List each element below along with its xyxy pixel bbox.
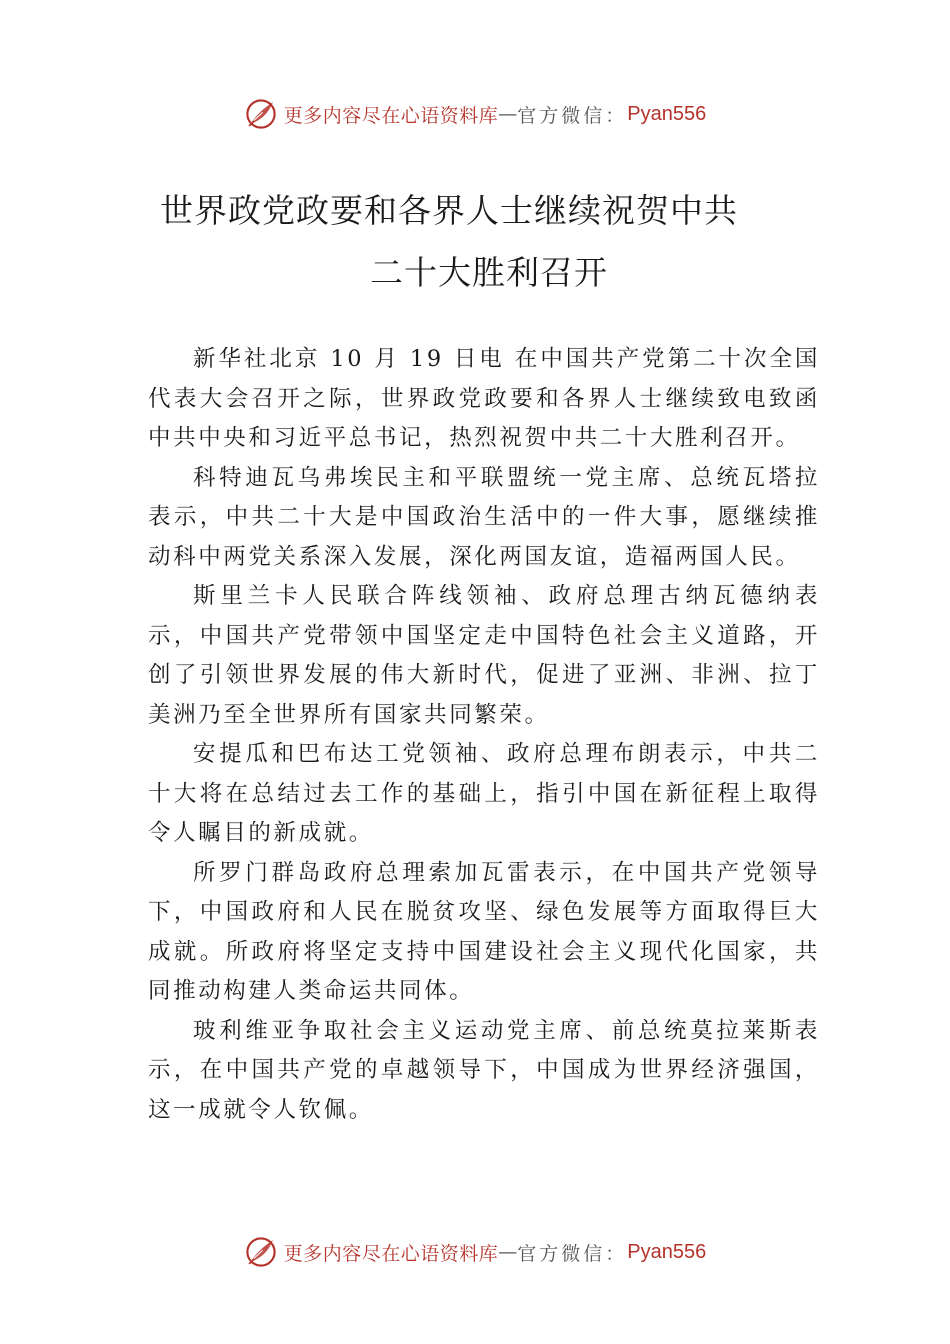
paragraph: 玻利维亚争取社会主义运动党主席、前总统莫拉莱斯表示，在中国共产党的卓越领导下，中国成为世界经济强国， 这一成就令人钦佩。	[148, 1017, 820, 1123]
paragraph: 安提瓜和巴布达工党领袖、政府总理布朗表示，中共二十大将在总结过去工作的基础上，指引中国在新征程上取得令人瞩目的新成就。	[148, 741, 820, 846]
banner-wechat-label: 官方微信：	[517, 104, 628, 127]
banner-text: 更多内容尽在心语资料库	[283, 104, 499, 127]
paragraph: 新华社北京 10 月 19 日电 在中国共产党第二十次全国代表大会召开之际，世界政党政要和各界人士继续致电致函中共中央和习近平总书记，热烈祝贺中共二十大胜利召开。	[148, 346, 820, 451]
quill-pen-logo-icon	[244, 1235, 278, 1269]
quill-pen-logo-icon	[244, 97, 278, 131]
banner-wechat-id: Pyan556	[627, 102, 707, 125]
document-title	[0, 180, 950, 304]
banner-text: 更多内容尽在心语资料库	[283, 1242, 499, 1265]
title-line-1: 世界政党政要和各界人士继续祝贺中共	[160, 191, 738, 230]
paragraph: 斯里兰卡人民联合阵线领袖、政府总理古纳瓦德纳表示，中国共产党带领中国坚定走中国特色社会主义道路，开创了引领世界发展的伟大新时代，促进了亚洲、非洲、拉丁美洲乃至全世界所有国家共同繁荣。	[148, 583, 820, 728]
banner-wechat-id: Pyan556	[627, 1240, 707, 1263]
paragraph: 科特迪瓦乌弗埃民主和平联盟统一党主席、总统瓦塔拉表示，中共二十大是中国政治生活中的一件大事，愿继续推动科中两党关系深入发展，深化两国友谊，造福两国人民。	[148, 464, 820, 570]
title-line-2: 二十大胜利召开	[370, 253, 608, 292]
banner-separator: —	[498, 1241, 518, 1263]
paragraph: 所罗门群岛政府总理索加瓦雷表示，在中国共产党领导下，中国政府和人民在脱贫攻坚、绿色发展等方面取得巨大成就。所政府将坚定支持中国建设社会主义现代化国家，共同推动构建人类命运共同体。	[148, 859, 820, 1004]
header-banner	[0, 94, 950, 134]
banner-wechat-label: 官方微信：	[517, 1242, 628, 1265]
footer-banner	[0, 1232, 950, 1272]
banner-separator: —	[498, 103, 518, 125]
article-body	[148, 340, 820, 1130]
